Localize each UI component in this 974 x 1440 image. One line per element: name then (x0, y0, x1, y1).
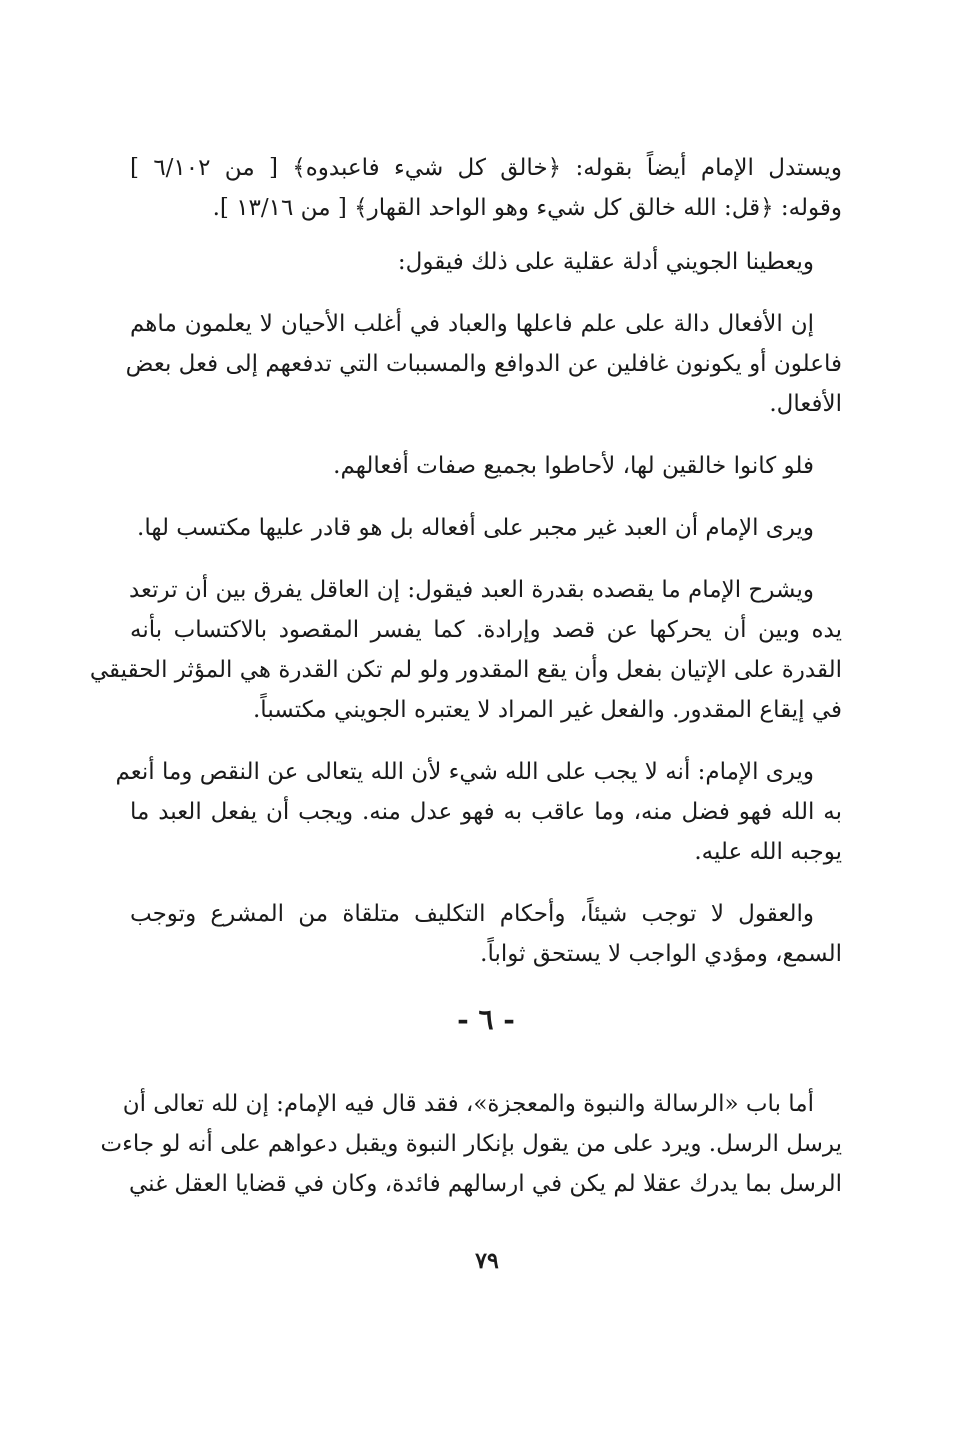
paragraph (125, 304, 842, 424)
text-line: وقوله: ﴿قل: الله خالق كل شيء وهو الواحد القهار﴾ [ من ١٣/١٦ ]. (212, 195, 842, 221)
text-line: ويرى الإمام أن العبد غير مجبر على أفعاله بل هو قادر عليها مكتسب لها. (137, 515, 814, 541)
page-number: ٧٩ (475, 1248, 499, 1274)
text-line: في إيقاع المقدور. والفعل غير المراد لا يعتبره الجويني مكتسباً. (253, 697, 842, 723)
paragraph (100, 1084, 842, 1204)
text-line: الأفعال. (769, 391, 842, 417)
paragraph (89, 570, 842, 730)
paragraph (115, 752, 842, 872)
text-line: القدرة على الإتيان بفعل وأن يقع المقدور ولو لم تكن القدرة هي المؤثر الحقيقي (89, 657, 842, 683)
text-line: يده وبين أن يحركها عن قصد وإرادة. كما يفسر المقصود بالاكتساب بأنه (130, 617, 842, 643)
text-line: السمع، ومؤدي الواجب لا يستحق ثواباً. (480, 941, 842, 967)
text-line: ويرى الإمام: أنه لا يجب على الله شيء لأن الله يتعالى عن النقص وما أنعم (115, 759, 814, 785)
text-line: الرسل بما يدرك عقلا لم يكن في ارسالهم فائدة، وكان في قضايا العقل غني (128, 1171, 842, 1197)
text-line: فلو كانوا خالقين لها، لأحاطوا بجميع صفات أفعالهم. (333, 453, 814, 479)
text-line: أما باب «الرسالة والنبوة والمعجزة»، فقد قال فيه الإمام: إن لله تعالى أن (122, 1091, 814, 1117)
text-line: يوجبه الله عليه. (694, 839, 842, 865)
verse-citation-block (130, 148, 842, 228)
text-line: به الله فهو فضل منه، وما عاقب به فهو عدل منه. ويجب أن يفعل العبد ما (130, 799, 842, 825)
paragraph (130, 508, 842, 548)
text-line: ويستدل الإمام أيضاً بقوله: ﴿خالق كل شيء فاعبدوه﴾ [ من ٦/١٠٢ ] (130, 155, 842, 181)
text-line: والعقول لا توجب شيئاً، وأحكام التكليف متلقاة من المشرع وتوجب (130, 901, 814, 927)
paragraph (130, 242, 842, 282)
paragraph (130, 894, 842, 974)
text-line: إن الأفعال دالة على علم فاعلها والعباد في أغلب الأحيان لا يعلمون ماهم (130, 311, 814, 337)
section-number: - ٦ - (457, 1003, 515, 1036)
text-line: يرسل الرسل. ويرد على من يقول بإنكار النبوة ويقبل دعواهم على أنه لو جاءت (100, 1131, 842, 1157)
text-line: ويشرح الإمام ما يقصده بقدرة العبد فيقول: إن العاقل يفرق بين أن ترتعد (128, 577, 814, 603)
text-line: ويعطينا الجويني أدلة عقلية على ذلك فيقول: (397, 249, 814, 275)
text-line: فاعلون أو يكونون غافلين عن الدوافع والمسببات التي تدفعهم إلى فعل بعض (125, 351, 842, 377)
paragraph (130, 446, 842, 486)
page-body (89, 148, 842, 1226)
